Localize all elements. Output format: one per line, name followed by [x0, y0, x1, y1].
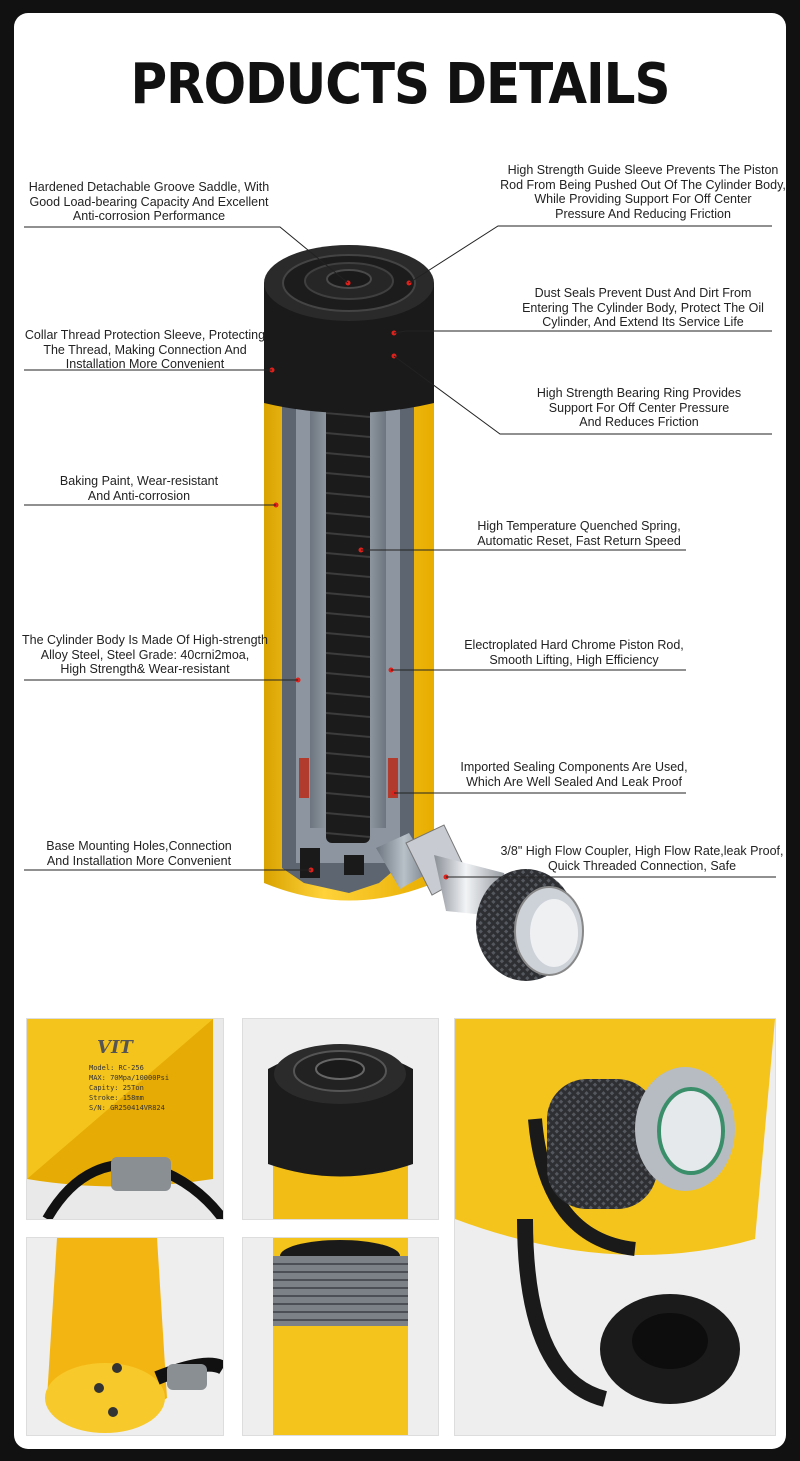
callout-sealing-components: Imported Sealing Components Are Used, Which Are Well Sealed And Leak Proof — [460, 760, 688, 789]
seal-left — [299, 758, 309, 798]
callout-high-flow-coupler: 3/8" High Flow Coupler, High Flow Rate,leak Proof, Quick Threaded Connection, Safe — [500, 844, 784, 873]
callout-guide-sleeve: High Strength Guide Sleeve Prevents The Piston Rod From Being Pushed Out Of The Cylinder Body, While Providing Support For Off Center Pressure And Reducing Friction — [500, 163, 786, 221]
photo-saddle-top — [242, 1018, 439, 1220]
callout-baking-paint: Baking Paint, Wear-resistant And Anti-corrosion — [59, 474, 219, 503]
callout-piston-rod: Electroplated Hard Chrome Piston Rod, Smooth Lifting, High Efficiency — [464, 638, 684, 667]
callout-collar-sleeve: Collar Thread Protection Sleeve, Protecting The Thread, Making Connection And Installation More Convenient — [24, 328, 266, 371]
callout-base-mounting: Base Mounting Holes,Connection And Installation More Convenient — [46, 839, 232, 868]
page-title: PRODUCTS DETAILS — [130, 51, 670, 117]
callout-dust-seals: Dust Seals Prevent Dust And Dirt From Entering The Cylinder Body, Protect The Oil Cylinder, And Extend Its Service Life — [522, 286, 764, 329]
photo-base-holes — [26, 1237, 224, 1436]
spec-plate: Model: RC-256 MAX: 70Mpa/10000Psi Capity: 25Ton Stroke: 158mm S/N: GR250414VR824 — [89, 1064, 170, 1112]
product-details-card — [14, 13, 786, 1449]
base-mounting-hole — [300, 848, 320, 878]
callout-groove-saddle: Hardened Detachable Groove Saddle, With Good Load-bearing Capacity And Excellent Anti-corrosion Performance — [28, 180, 270, 223]
photo-label-plate — [26, 1018, 224, 1220]
callout-cylinder-body: The Cylinder Body Is Made Of High-strength Alloy Steel, Steel Grade: 40crni2moa, High Strength& Wear-resistant — [22, 633, 268, 676]
callout-bearing-ring: High Strength Bearing Ring Provides Support For Off Center Pressure And Reduces Friction — [536, 386, 742, 429]
callout-quenched-spring: High Temperature Quenched Spring, Automatic Reset, Fast Return Speed — [477, 519, 681, 548]
photo-thread-collar — [242, 1237, 439, 1436]
photo-coupler-closeup — [454, 1018, 776, 1436]
brand-logo: VIT — [97, 1037, 133, 1058]
